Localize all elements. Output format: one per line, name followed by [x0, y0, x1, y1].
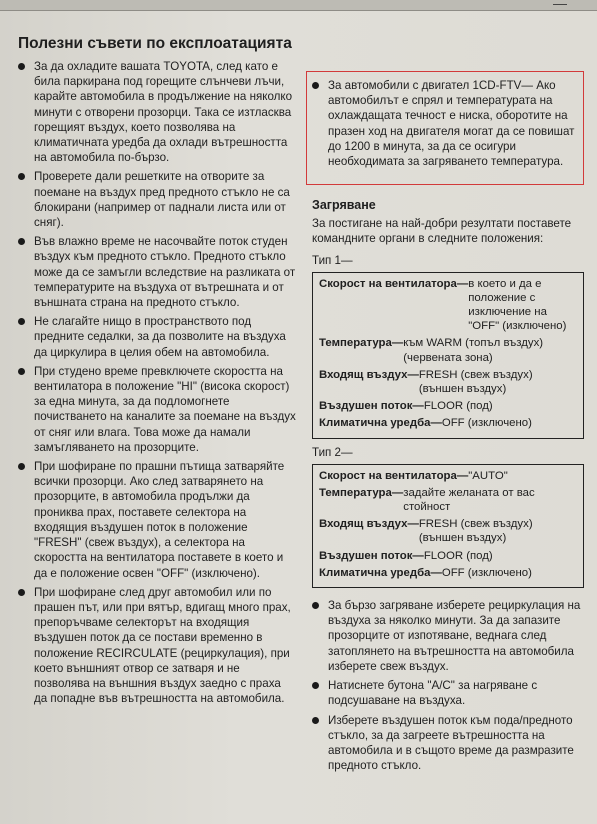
tip-text: Не слагайте нищо в пространството под предните седалки, за да позволите на въздуха да циркулира в целия обем на автомобила. [34, 315, 286, 359]
page-corner-mark [553, 0, 567, 5]
tip-text: Изберете въздушен поток към пода/предното стъкло, за да загреете вътрешността на автомобила и в същото време да размразите предното стъкло. [328, 713, 574, 773]
setting-key: Входящ въздух— [319, 518, 419, 531]
type2-label: Тип 2— [312, 445, 353, 459]
setting-key: Входящ въздух— [319, 368, 419, 381]
left-tips-list [18, 59, 296, 706]
list-item [18, 459, 296, 581]
setting-key: Скорост на вентилатора— [319, 469, 469, 482]
setting-value: OFF (изключено) [441, 417, 532, 430]
list-item [18, 59, 296, 165]
warming-tips-list [312, 598, 584, 773]
setting-row [319, 368, 577, 396]
bullet-icon [18, 63, 25, 70]
setting-row [319, 469, 577, 483]
bullet-icon [312, 682, 319, 689]
setting-value: задайте желаната от вас стойност [403, 486, 535, 514]
setting-row [319, 486, 577, 514]
type1-settings-box [312, 272, 584, 439]
setting-row [319, 517, 577, 545]
bullet-icon [312, 602, 319, 609]
setting-value: OFF (изключено) [441, 566, 532, 579]
setting-row [319, 549, 577, 563]
list-item [18, 169, 296, 230]
warming-intro: За постигане на най-добри резултати поставете командните органи в следните положения: [312, 217, 572, 246]
setting-value: към WARM (топъл въздух) (червената зона) [403, 337, 544, 364]
setting-key: Климатична уредба— [319, 566, 442, 579]
page-top-edge [0, 0, 597, 11]
bullet-icon [18, 589, 25, 596]
setting-row [319, 336, 577, 364]
bullet-icon [18, 173, 25, 180]
setting-key: Въздушен поток— [319, 400, 424, 413]
tip-text: Проверете дали решетките на отворите за поемане на въздух пред предното стъкло не са блокирани (например от паднали листа или от сняг). [34, 170, 290, 230]
bullet-icon [312, 717, 319, 724]
type1-label: Тип 1— [312, 253, 353, 267]
setting-row [319, 566, 577, 580]
setting-key: Въздушен поток— [319, 549, 424, 562]
setting-key: Температура— [319, 337, 404, 350]
bullet-icon [18, 238, 25, 245]
tip-text: При шофиране след друг автомобил или по прашен път, или при вятър, вдигащ много прах, препоръчваме селекторът на входящия въздушен поток да се постави временно в положение RECIRCULATE (рециркулация), при което външният отвор се затваря и не позволява на външния въздух заедно с праха да попадне във вътрешността на автомобила. [34, 585, 291, 706]
type2-settings-box [312, 464, 584, 588]
setting-value: FLOOR (под) [423, 549, 493, 562]
list-item [312, 78, 584, 169]
section-heading: Полезни съвети по експлоатацията [18, 35, 292, 52]
setting-key: Скорост на вентилатора— [319, 277, 469, 290]
setting-key: Климатична уредба— [319, 417, 442, 430]
boxed-tip-text: За автомобили с двигател 1CD-FTV— Ако автомобилът е спрял и температурата на охлаждащата течност е ниска, оборотите на празен ход на двигателя могат да се повишат до 1200 в минута, за да се осигури необходимата за загряването температура. [328, 79, 575, 169]
setting-row [319, 277, 577, 334]
tip-text: Натиснете бутона "A/C" за нагряване с подсушаване на въздуха. [328, 679, 538, 708]
warming-title: Загряване [312, 198, 376, 213]
tip-text: За бързо загряване изберете рециркулация на въздуха за няколко минути. За да запазите прозорците от изпотяване, веднага след затоплянето на вътрешността на автомобила изберете свеж въздух. [328, 599, 581, 673]
setting-row [319, 416, 577, 430]
setting-value: "AUTO" [468, 469, 508, 482]
list-item [312, 598, 584, 674]
bullet-icon [18, 368, 25, 375]
tip-text: За да охладите вашата TOYOTA, след като е била паркирана под горещите слънчеви лъчи, карайте автомобила в продължение на няколко минути с отворени прозорци. Така се изтласква горещият въздух, което позволява на климатичната уредба да охлади вътрешността на автомобила по-бързо. [34, 60, 293, 165]
right-column [312, 78, 584, 777]
tip-text: Във влажно време не насочвайте поток студен въздух към предното стъкло. Предното стъкло може да се замъгли вследствие на разликата от температурите на въздуха от вътрешната и от външната страна на предното стъкло. [34, 235, 296, 310]
left-column [18, 34, 296, 710]
bullet-icon [312, 82, 319, 89]
tip-text: При шофиране по прашни пътища затваряйте всички прозорци. Ако след затварянето на прозорците, в автомобила продължи да прониква прах, поставете селектора на входящия въздушен поток в положение "FRESH" (свеж въздух), а селектора на скоростта на вентилатора поставете в което и да е положение освен "OFF" (изключено). [34, 460, 285, 580]
list-item [18, 234, 296, 310]
list-item [312, 713, 584, 774]
setting-value: в което и да е положение с изключение на "OFF" (изключено) [468, 277, 567, 333]
list-item [18, 364, 296, 455]
list-item [18, 314, 296, 360]
tip-text: При студено време превключете скоростта на вентилатора в положение "HI" (висока скорост) за една минута, за да подломогнете почистването на каналите за поемане на въздух от сняг или влага. Това може да намали замъгляването на прозорците. [34, 364, 296, 454]
setting-key: Температура— [319, 486, 404, 499]
setting-value: FLOOR (под) [423, 400, 493, 413]
setting-row [319, 399, 577, 413]
setting-value: FRESH (свеж въздух) (външен въздух) [418, 368, 533, 396]
boxed-tip-list [312, 78, 584, 169]
list-item [18, 585, 296, 707]
bullet-icon [18, 463, 25, 470]
setting-value: FRESH (свеж въздух) (външен въздух) [418, 518, 533, 545]
bullet-icon [18, 318, 25, 325]
list-item [312, 678, 584, 708]
